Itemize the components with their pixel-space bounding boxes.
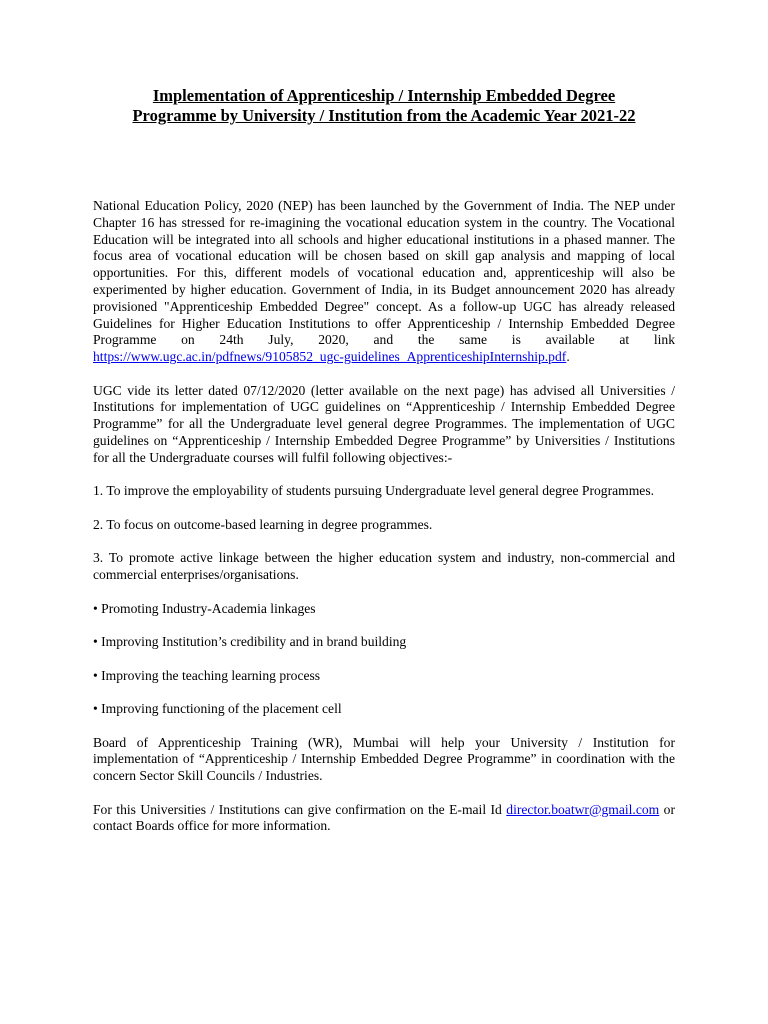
objective-item-1: 1. To improve the employability of students pursuing Undergraduate level general degree Programmes.: [93, 483, 655, 499]
ugc-guidelines-link[interactable]: https://www.ugc.ac.in/pdfnews/9105852_ugc-guidelines_ApprenticeshipInternship.pdf: [93, 349, 567, 365]
paragraph-board: Board of Apprenticeship Training (WR), Mumbai will help your University / Institution for implementation of “Apprenticeship / Internship Embedded Degree Programme” in coordination with the concern Sector Skill Councils / Industries.: [93, 734, 675, 784]
title-line-2: Programme by University / Institution from the Academic Year 2021-22: [132, 106, 636, 125]
title-line-1: Implementation of Apprenticeship / Internship Embedded Degree: [152, 86, 616, 105]
objective-item-3: 3. To promote active linkage between the higher education system and industry, non-commercial and commercial enterprises/organisations.: [93, 550, 675, 583]
bullet-item-3: • Improving the teaching learning process: [93, 667, 321, 683]
document-page: [93, 86, 675, 835]
bullet-item-1: • Promoting Industry-Academia linkages: [93, 600, 316, 616]
paragraph-contact: [93, 802, 675, 836]
paragraph-contact-end: or contact Boards office for more information.: [93, 801, 675, 834]
paragraph-nep-intro: [93, 198, 675, 366]
objective-item-2: 2. To focus on outcome-based learning in degree programmes.: [93, 516, 433, 532]
paragraph-ugc-letter: UGC vide its letter dated 07/12/2020 (letter available on the next page) has advised all Universities / Institutions for implementation of UGC guidelines on “Apprenticeship / Internship Embedded Degree Programme” for all the Undergraduate level general degree Programmes. The implementation of UGC guidelines on “Apprenticeship / Internship Embedded Degree Programme” by Universities / Institutions for all the Undergraduate courses will fulfil following objectives:-: [93, 382, 675, 465]
bullet-item-4: • Improving functioning of the placement cell: [93, 701, 342, 717]
paragraph-contact-text: For this Universities / Institutions can give confirmation on the E-mail Id: [93, 801, 507, 817]
paragraph-nep-end: .: [566, 349, 570, 365]
bullet-item-2: • Improving Institution’s credibility and in brand building: [93, 634, 407, 650]
paragraph-nep-text: National Education Policy, 2020 (NEP) has been launched by the Government of India. The NEP under Chapter 16 has stressed for re-imagining the vocational education system in the country. The Vocational Education will be integrated into all schools and higher educational institutions in a phased manner. The focus area of vocational education will be chosen based on skill gap analysis and mapping of local opportunities. For this, different models of vocational education and, apprenticeship will also be experimented by higher education. Government of India, in its Budget announcement 2020 has already provisioned "Apprenticeship Embedded Degree" concept. As a follow-up UGC has already released Guidelines for Higher Education Institutions to offer Apprenticeship / Internship Embedded Degree Programme on 24th July, 2020, and the same is available at link: [93, 198, 675, 348]
document-title: [93, 86, 675, 126]
email-link[interactable]: director.boatwr@gmail.com: [506, 801, 660, 817]
